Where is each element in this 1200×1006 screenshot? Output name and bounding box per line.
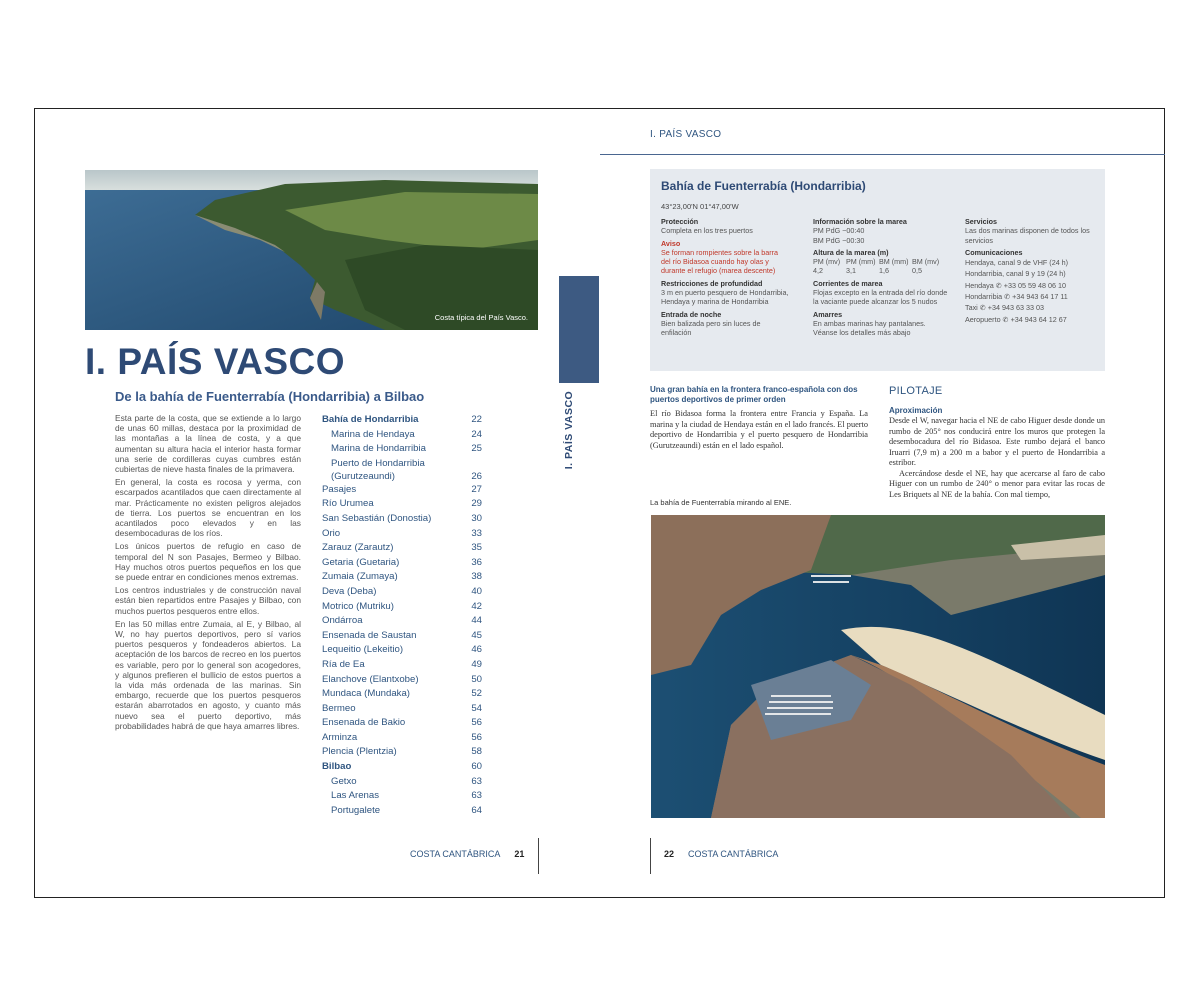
table-of-contents (322, 413, 482, 818)
toc-entry-name: Bilbao (322, 761, 352, 773)
comunicaciones-item: Hendaya ✆ +33 05 59 48 06 10 (965, 280, 1066, 290)
toc-entry (322, 483, 482, 498)
toc-entry-name: Ría de Ea (322, 658, 365, 670)
running-head: I. PAÍS VASCO (650, 129, 722, 140)
altura-heading: Altura de la marea (m) (813, 247, 889, 257)
toc-entry-name: Motrico (Mutriku) (322, 600, 394, 612)
toc-entry-page: 24 (471, 428, 482, 440)
photo-caption: La bahía de Fuenterrabía mirando al ENE. (650, 498, 792, 507)
toc-entry-page: 35 (471, 542, 482, 554)
entrada-text: Bien balizada pero sin luces de enfilación (661, 318, 761, 338)
toc-entry (322, 673, 482, 688)
comunicaciones-item: Hendaya, canal 9 de VHF (24 h) (965, 258, 1069, 268)
toc-entry (322, 556, 482, 571)
tide-value: 0,5 (912, 266, 922, 276)
toc-entry-name: Orio (322, 527, 341, 539)
toc-entry (322, 775, 482, 790)
header-rule (600, 154, 1165, 155)
toc-entry (322, 585, 482, 600)
toc-entry-page: 63 (471, 790, 482, 802)
aviso-text: Se forman rompientes sobre la barra del río Bidasoa cuando hay olas y durante el refugio (marea descente) (661, 247, 779, 276)
toc-entry-page: 36 (471, 556, 482, 568)
toc-entry-name: Getxo (331, 775, 357, 787)
toc-entry-name: Plencia (Plentzia) (322, 746, 397, 758)
restricciones-heading: Restricciones de profundidad (661, 278, 763, 288)
toc-entry-page: 29 (471, 498, 482, 510)
toc-entry-name: Deva (Deba) (322, 585, 377, 597)
comunicaciones-item: Aeropuerto ✆ +34 943 64 12 67 (965, 314, 1067, 324)
toc-entry-page: 63 (471, 775, 482, 787)
proteccion-heading: Protección (661, 217, 699, 226)
toc-entry (322, 527, 482, 542)
comunicaciones-list (965, 257, 1095, 325)
toc-entry-page: 25 (471, 443, 482, 455)
tide-table-headers (813, 257, 948, 266)
toc-entry (322, 643, 482, 658)
toc-entry (322, 442, 482, 457)
pilotaje-body (889, 416, 1105, 500)
tide-value: 1,6 (879, 266, 889, 276)
toc-entry (322, 512, 482, 527)
tide-value: 3,1 (846, 266, 856, 276)
toc-entry (322, 428, 482, 443)
toc-entry (322, 570, 482, 585)
footer-right-label: COSTA CANTÁBRICA (688, 849, 779, 859)
toc-entry-name: Río Urumea (322, 498, 374, 510)
toc-entry-name: Getaria (Guetaria) (322, 556, 400, 568)
servicios-heading: Servicios (965, 217, 997, 226)
hero-caption: Costa típica del País Vasco. (434, 313, 528, 322)
footer-left-label: COSTA CANTÁBRICA (410, 849, 501, 859)
toc-entry-page: 40 (471, 585, 482, 597)
toc-entry (322, 497, 482, 512)
corrientes-text: Flojas excepto en la entrada del río donde la vaciante puede alcanzar los 5 nudos (813, 288, 948, 307)
toc-entry-name: Marina de Hendaya (331, 428, 415, 440)
toc-entry (322, 687, 482, 702)
intro-text (115, 413, 301, 734)
toc-entry-page: 33 (471, 527, 482, 539)
toc-entry-page: 22 (471, 414, 482, 425)
page-number-left: 21 (514, 849, 525, 859)
page-number-right: 22 (664, 849, 675, 859)
toc-entry-page: 52 (471, 688, 482, 700)
intro-paragraph: Esta parte de la costa, que se extiende a lo largo de unas 60 millas, destaca por la proximidad de las montañas a la línea de costa, y a que aumentan su altura hacia el interior hasta formar una serie de cordilleras cuyas cumbres están cubiertas de nieve hasta finales de la primavera. (115, 413, 301, 475)
pilotaje-title: PILOTAJE (889, 385, 943, 397)
toc-entry-page: 50 (471, 673, 482, 685)
entrada-heading: Entrada de noche (661, 309, 722, 319)
toc-entry (322, 457, 482, 483)
comunicaciones-item: Hondarribia, canal 9 y 19 (24 h) (965, 269, 1066, 279)
tide-header: BM (mv) (912, 257, 940, 267)
toc-entry-page: 45 (471, 629, 482, 641)
toc-entry-name: Zarauz (Zarautz) (322, 542, 394, 554)
article-body: El río Bidasoa forma la frontera entre Francia y España. La marina y la ciudad de Hendaya están en el lado francés. El puerto deportivo de Hondarribia y el puerto pesquero de Hondarribia (Gurutzeaundi) están en el lado español. (650, 409, 868, 450)
footer-divider-left (538, 838, 539, 874)
toc-entry-page: 30 (471, 512, 482, 524)
restricciones-text: 3 m en puerto pesquero de Hondarribia, Hendaya y marina de Hondarribia (661, 288, 789, 307)
marea-heading: Información sobre la marea (813, 217, 907, 226)
toc-entry-name: Portugalete (331, 804, 381, 816)
article-headline: Una gran bahía en la frontera franco-española con dos puertos deportivos de primer orden (650, 385, 858, 404)
toc-entry-page: 26 (471, 470, 482, 482)
toc-entry (322, 745, 482, 760)
bay-aerial-photo (651, 515, 1105, 818)
toc-entry-name: Ensenada de Saustan (322, 629, 417, 641)
toc-entry-name: Elanchove (Elantxobe) (322, 673, 419, 685)
toc-entry-page: 38 (471, 571, 482, 583)
pilotaje-paragraph: Acercándose desde el NE, hay que acercarse al faro de cabo Higuer con un rumbo de 240° o menor para evitar las rocas de Les Briquets al NE de la bahía. Con mal tiempo, (889, 468, 1105, 499)
info-column-3 (965, 217, 1095, 325)
comunicaciones-item: Taxi ✆ +34 943 63 33 03 (965, 303, 1044, 313)
toc-entry-page: 58 (471, 746, 482, 758)
amarres-heading: Amarres (813, 309, 843, 319)
comunicaciones-heading: Comunicaciones (965, 247, 1023, 257)
toc-entry-name: Lequeitio (Lekeitio) (322, 644, 404, 656)
info-box-coordinates: 43°23,00'N 01°47,00'W (661, 202, 739, 211)
intro-paragraph: Los centros industriales y de construcción naval están bien repartidos entre Pasajes y Bilbao, con muchos puertos pesqueros entre ellos. (115, 585, 301, 616)
chapter-subtitle: De la bahía de Fuenterrabía (Hondarribia) a Bilbao (115, 389, 425, 404)
toc-entry-page: 56 (471, 717, 482, 729)
aviso-heading: Aviso (661, 238, 681, 248)
toc-entry-page: 56 (471, 731, 482, 743)
toc-entry (322, 760, 482, 775)
toc-entry (322, 658, 482, 673)
toc-entry-name: Pasajes (322, 483, 357, 495)
toc-entry (322, 804, 482, 819)
tide-header: PM (mm) (846, 257, 876, 267)
info-box-title: Bahía de Fuenterrabía (Hondarribia) (661, 179, 866, 193)
toc-entry-name: Bahía de Hondarribia (322, 414, 419, 425)
toc-entry-page: 54 (471, 702, 482, 714)
footer-left (410, 849, 524, 859)
toc-entry (322, 413, 482, 428)
toc-entry (322, 716, 482, 731)
toc-entry-name: Puerto de Hondarribia (Gurutzeaundi) (331, 457, 425, 482)
chapter-title: I. PAÍS VASCO (85, 341, 346, 382)
tide-header: BM (mm) (879, 257, 909, 267)
tide-table-values (813, 266, 948, 275)
toc-entry-page: 27 (471, 483, 482, 495)
proteccion-text: Completa en los tres puertos (661, 226, 753, 236)
toc-entry (322, 629, 482, 644)
pilotaje-paragraph: Desde el W, navegar hacia el NE de cabo Higuer desde donde un rumbo de 205° nos conducirá entre los muros que protegen la desembocadura del río Bidasoa. Este rumbo dejará el banco Iruarri (7,9 m) a 200 m a babor y el puerto de Hondarribia a estribor. (889, 416, 1105, 467)
toc-entry-name: Bermeo (322, 702, 356, 714)
toc-entry-page: 42 (471, 600, 482, 612)
toc-entry-name: Las Arenas (331, 790, 380, 802)
toc-entry-page: 46 (471, 644, 482, 656)
info-column-1 (661, 217, 789, 338)
toc-entry (322, 731, 482, 746)
toc-entry-page: 49 (471, 658, 482, 670)
intro-paragraph: En general, la costa es rocosa y yerma, con escarpados acantilados que caen directamente al mar. Prácticamente no existen peligros alejados de tierra. Los puertos se encuentran en los acantilados poco elevados y en las desembocaduras de los ríos. (115, 477, 301, 539)
toc-entry (322, 614, 482, 629)
toc-entry-page: 60 (471, 761, 482, 773)
toc-entry-page: 64 (471, 804, 482, 816)
coast-hero-photo (85, 170, 538, 330)
toc-entry-name: Ensenada de Bakio (322, 717, 406, 729)
marea-line: PM PdG −00:40 (813, 226, 865, 236)
toc-entry-name: Marina de Hondarribia (331, 443, 426, 455)
tide-header: PM (mv) (813, 257, 841, 267)
toc-entry-name: Arminza (322, 731, 358, 743)
comunicaciones-item: Hondarribia ✆ +34 943 64 17 11 (965, 292, 1068, 302)
toc-entry (322, 600, 482, 615)
info-column-2 (813, 217, 948, 338)
tide-value: 4,2 (813, 266, 823, 276)
toc-entry (322, 541, 482, 556)
toc-entry-name: San Sebastián (Donostia) (322, 512, 432, 524)
pilotaje-subtitle: Aproximación (889, 406, 943, 415)
toc-entry-name: Zumaia (Zumaya) (322, 571, 398, 583)
chapter-side-label: I. PAÍS VASCO (563, 390, 575, 470)
toc-entry (322, 702, 482, 717)
toc-entry-page: 44 (471, 615, 482, 627)
harbour-info-box (650, 169, 1105, 371)
toc-entry-name: Ondárroa (322, 615, 363, 627)
footer-divider-right (650, 838, 651, 874)
intro-paragraph: Los únicos puertos de refugio en caso de temporal del N son Pasajes, Bermeo y Bilbao. Hay muchos otros puertos pequeños en los que se puede entrar en condiciones menos extremas. (115, 541, 301, 583)
footer-right (664, 849, 778, 859)
amarres-text: En ambas marinas hay pantalanes. Véanse los detalles más abajo (813, 318, 926, 338)
corrientes-heading: Corrientes de marea (813, 278, 883, 288)
toc-entry-name: Mundaca (Mundaka) (322, 688, 410, 700)
servicios-text: Las dos marinas disponen de todos los servicios (965, 226, 1090, 245)
marea-line: BM PdG −00:30 (813, 235, 865, 245)
intro-paragraph: En las 50 millas entre Zumaia, al E, y Bilbao, al W, no hay puertos deportivos, pero sí varios puertos pesqueros y fondeaderos abiertos. La aceptación de los barcos de recreo en los puertos es variable, pero por lo general son acogedores, y algunos prefieren el bullicio de estos puertos a la vida más ordenada de las marinas. Sin embargo, recuerde que los puertos pesqueros estarán abarrotados en agosto, y cuanto más nuevo sea el puerto deportivo, más probabilidades habrá de que haya amarres libres. (115, 618, 301, 731)
toc-entry (322, 789, 482, 804)
